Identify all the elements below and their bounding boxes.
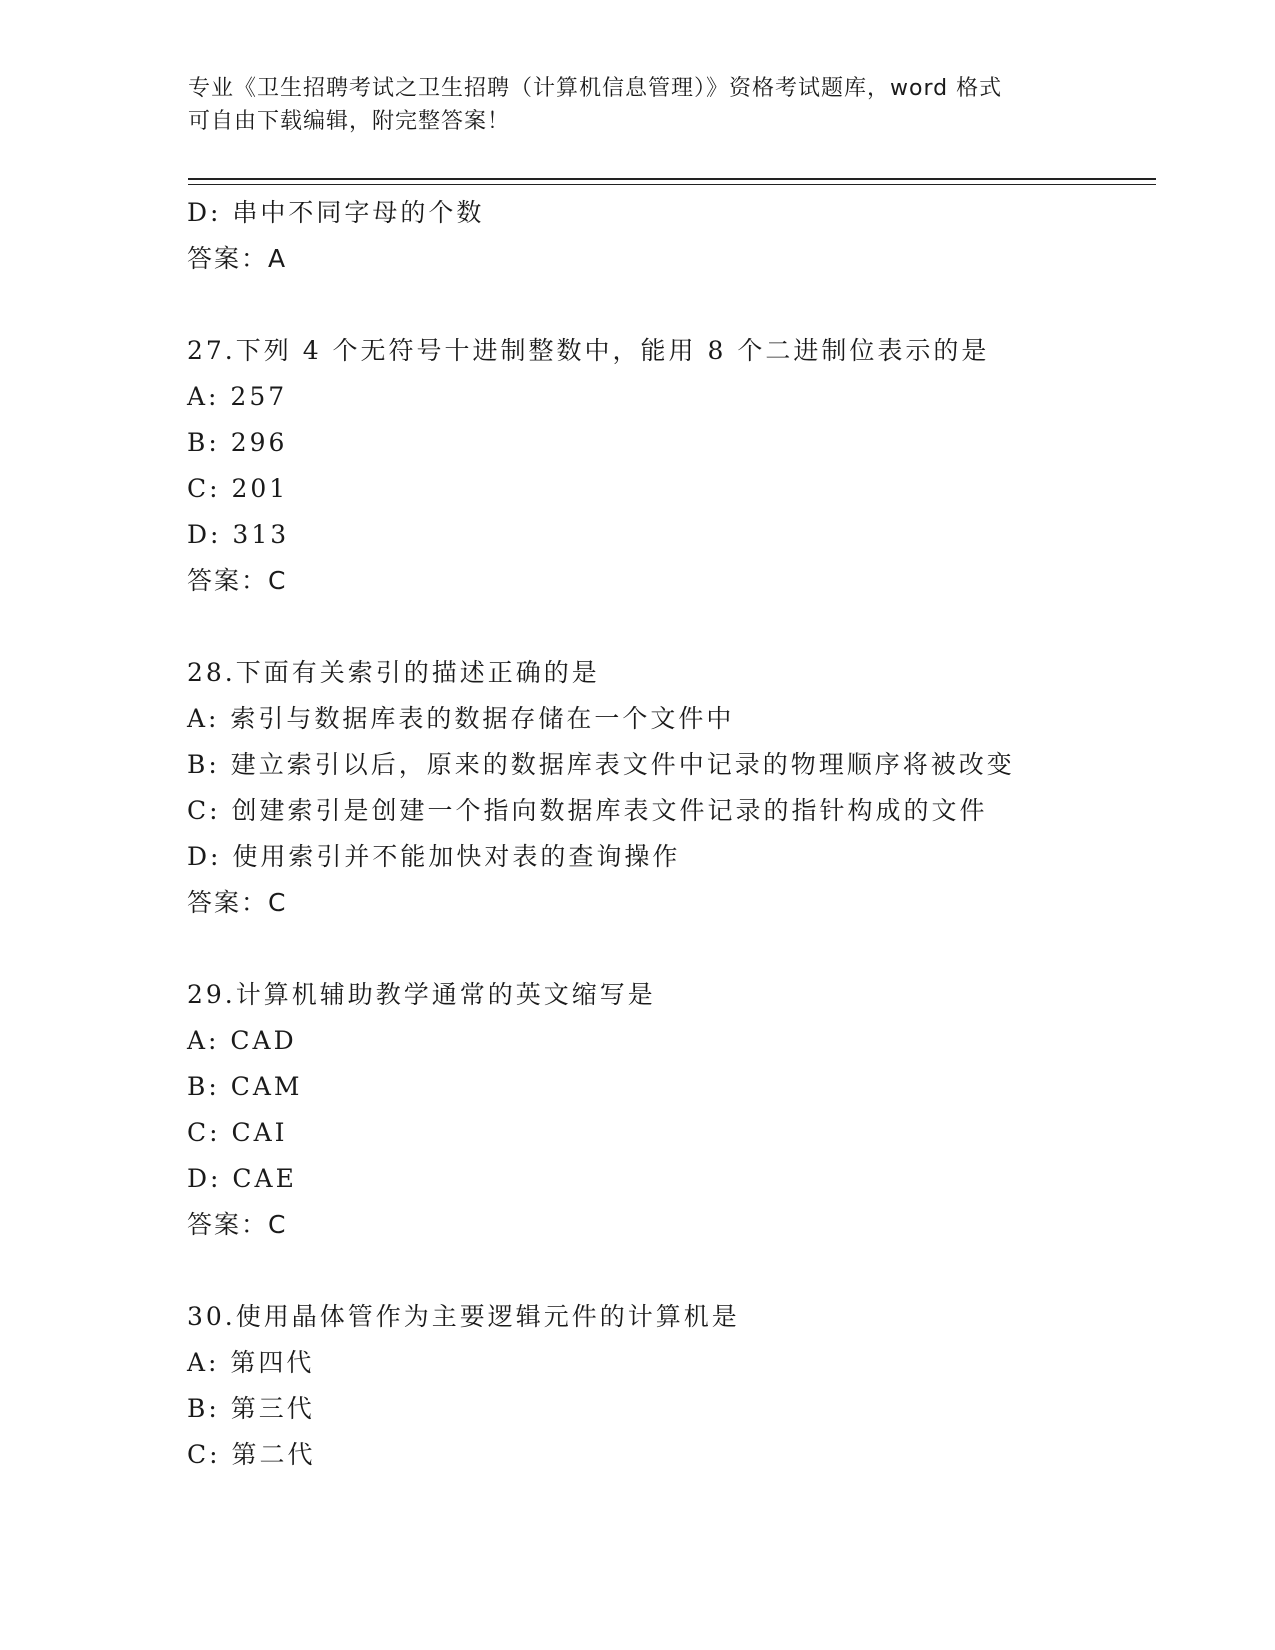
option-c: C: 创建索引是创建一个指向数据库表文件记录的指针构成的文件: [187, 796, 988, 825]
header-divider-thin: [188, 184, 1156, 185]
option-a: A: CAD: [187, 1026, 297, 1055]
header-line-1: 专业《卫生招聘考试之卫生招聘（计算机信息管理）》资格考试题库，word 格式: [188, 76, 1003, 101]
option-b: B: 第三代: [187, 1394, 315, 1423]
option-d: D: 使用索引并不能加快对表的查询操作: [187, 842, 681, 871]
header-divider-thick: [188, 178, 1156, 180]
option-a: A: 257: [187, 382, 288, 411]
question-stem: 27.下列 4 个无符号十进制整数中，能用 8 个二进制位表示的是: [187, 336, 990, 365]
option-d: D: 串中不同字母的个数: [187, 198, 485, 227]
question-27: [187, 328, 1155, 604]
option-c: C: CAI: [187, 1118, 288, 1147]
option-d: D: CAE: [187, 1164, 297, 1193]
option-a: A: 第四代: [187, 1348, 315, 1377]
option-b: B: CAM: [187, 1072, 303, 1101]
question-list: [187, 190, 1155, 1478]
option-c: C: 第二代: [187, 1440, 316, 1469]
option-c: C: 201: [187, 474, 289, 503]
question-stem: 29.计算机辅助教学通常的英文缩写是: [187, 980, 656, 1009]
previous-question-tail: [187, 190, 1155, 282]
question-28: [187, 650, 1155, 926]
option-a: A: 索引与数据库表的数据存储在一个文件中: [187, 704, 735, 733]
question-spacer: [187, 604, 1155, 650]
question-spacer: [187, 1248, 1155, 1294]
answer-line: 答案：C: [187, 888, 288, 917]
header-line-2: 可自由下载编辑，附完整答案！: [188, 109, 511, 134]
question-30: [187, 1294, 1155, 1478]
question-stem: 30.使用晶体管作为主要逻辑元件的计算机是: [187, 1302, 740, 1331]
option-d: D: 313: [187, 520, 290, 549]
answer-line: 答案：C: [187, 1210, 288, 1239]
option-b: B: 建立索引以后，原来的数据库表文件中记录的物理顺序将被改变: [187, 750, 1015, 779]
question-stem: 28.下面有关索引的描述正确的是: [187, 658, 600, 687]
question-spacer: [187, 282, 1155, 328]
option-b: B: 296: [187, 428, 288, 457]
question-spacer: [187, 926, 1155, 972]
answer-line: 答案：A: [187, 244, 288, 273]
answer-line: 答案：C: [187, 566, 288, 595]
question-29: [187, 972, 1155, 1248]
document-header: [188, 72, 1088, 138]
